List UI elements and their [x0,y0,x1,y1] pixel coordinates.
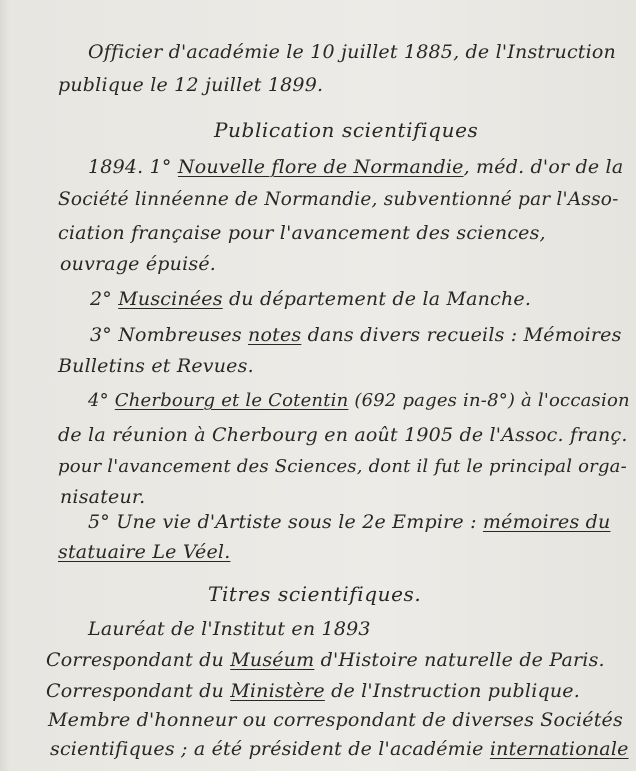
titles-line-3-underlined: Ministère [230,680,325,702]
titles-line-3 [46,679,580,703]
pub-item-1-line-4: ouvrage épuisé. [60,253,217,275]
pub-item-3-rest: dans divers recueils : Mémoires [307,324,622,346]
pub-item-3-prefix: 3° Nombreuses [90,324,242,346]
pub-item-4-rest: (692 pages in-8°) à l'occasion [348,390,630,411]
titles-line-4: Membre d'honneur ou correspondant de diverses Sociétés [48,709,623,731]
pub-item-2 [90,287,531,311]
titles-heading: Titres scientifiques. [208,582,422,606]
pub-item-2-prefix: 2° [90,288,112,310]
pub-item-3-line-1 [90,323,622,347]
pub-item-5-line-1 [88,510,610,534]
titles-line-3-rest: de l'Instruction publique. [331,680,580,702]
pub-item-1-line-3: ciation française pour l'avancement des sciences, [58,222,546,244]
titles-line-2-prefix: Correspondant du [46,649,224,671]
pub-item-1-line-1 [88,155,623,179]
titles-line-5-prefix: scientifiques ; a été président de l'académie [50,738,484,760]
pub-item-5-line-2 [58,540,230,564]
pub-item-4-line-3: pour l'avancement des Sciences, dont il fut le principal orga- [58,456,627,477]
intro-line-1: Officier d'académie le 10 juillet 1885, de l'Instruction [88,41,616,63]
titles-line-1: Lauréat de l'Institut en 1893 [88,618,371,640]
pub-item-1-rest: , méd. d'or de la [463,156,624,178]
pub-item-5-title-part-2: statuaire Le Véel. [58,541,231,563]
titles-line-3-prefix: Correspondant du [46,680,224,702]
pub-item-1-prefix: 1894. 1° [88,156,172,178]
pub-item-3-line-2: Bulletins et Revues. [58,355,254,377]
intro-line-2: publique le 12 juillet 1899. [58,74,324,96]
pub-item-2-title: Muscinées [118,288,223,310]
pub-item-1-title: Nouvelle flore de Normandie [177,156,464,178]
pub-item-4-line-1 [88,389,630,413]
pub-item-5-prefix: 5° Une vie d'Artiste sous le 2e Empire : [88,511,477,533]
pub-item-1-line-2: Société linnéenne de Normandie, subventionné par l'Asso- [58,189,619,210]
pub-item-5-title-part-1: mémoires du [482,511,611,533]
titles-line-2-rest: d'Histoire naturelle de Paris. [320,649,605,671]
pub-item-4-line-2: de la réunion à Cherbourg en août 1905 de l'Assoc. franç. [58,424,628,446]
pub-item-4-title: Cherbourg et le Cotentin [114,390,349,411]
pub-item-2-rest: du département de la Manche. [228,288,532,310]
titles-line-2 [46,648,605,672]
titles-line-5 [50,737,629,761]
pub-item-4-prefix: 4° [88,390,109,411]
titles-line-5-underlined: internationale [489,738,629,760]
pub-item-4-line-4: nisateur. [60,486,146,508]
pub-item-3-title: notes [248,324,302,346]
titles-line-2-underlined: Muséum [230,649,315,671]
publications-heading: Publication scientifiques [214,118,479,142]
